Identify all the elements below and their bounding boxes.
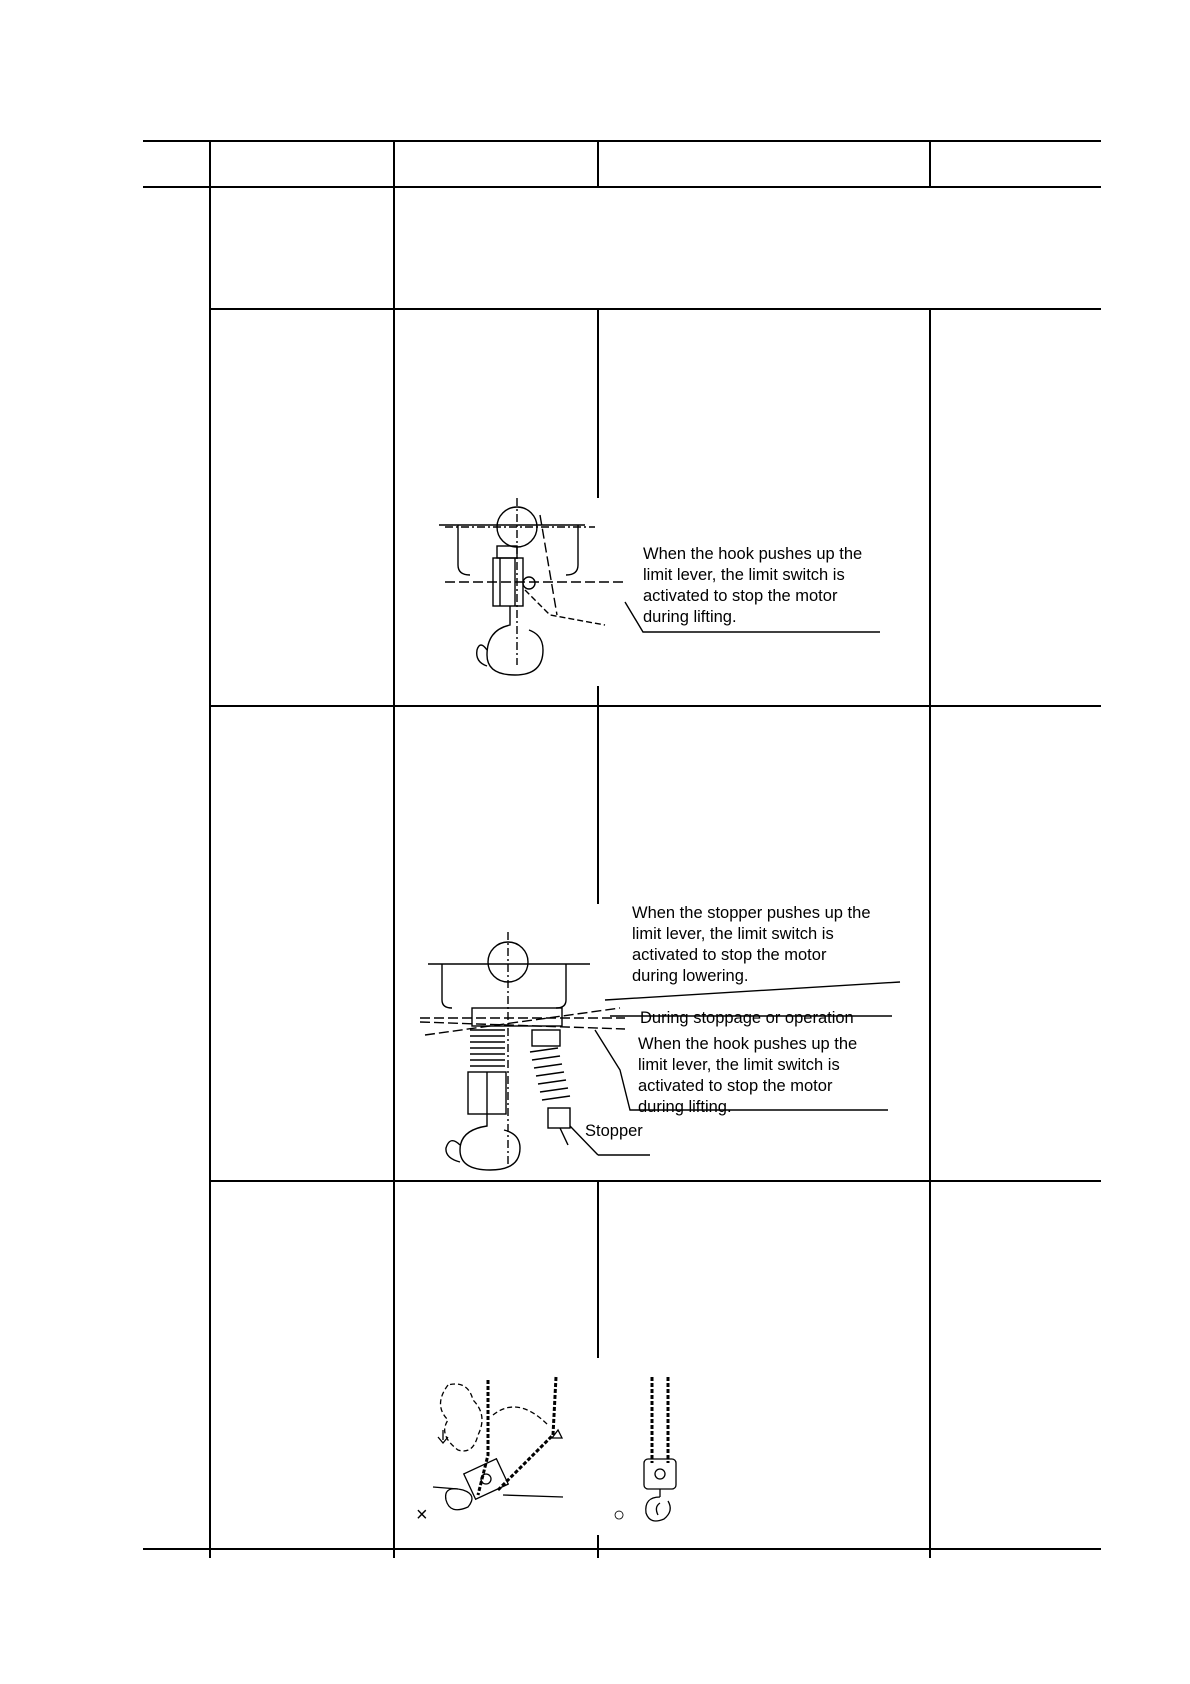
figure-1-callout: When the hook pushes up the limit lever, the limit switch is activated to stop the motor during lifting. [643, 545, 863, 626]
stopper-label: Stopper [585, 1122, 643, 1140]
row-1-rule [209, 308, 1101, 310]
table-top-rule [143, 140, 1101, 142]
row-2-rule [209, 705, 1101, 707]
figure-2-callout-lifting: When the hook pushes up the limit lever, the limit switch is activated to stop the motor during lifting. [638, 1035, 858, 1116]
col-rule-3b [597, 308, 599, 498]
wrong-mark: × [416, 1504, 428, 1526]
table-header-rule [143, 186, 1101, 188]
col-rule-3a [597, 140, 599, 186]
col-rule-3e [597, 1535, 599, 1558]
figure-2-callout-stoppage: During stoppage or operation [640, 1009, 854, 1027]
col-rule-1 [209, 140, 211, 1558]
chain-hooking-correct-drawing [630, 1375, 690, 1525]
table-bottom-rule [143, 1548, 1101, 1550]
figure-2-callout-lowering: When the stopper pushes up the limit lever, the limit switch is activated to stop the motor during lowering. [632, 904, 871, 985]
row-3-rule [209, 1180, 1101, 1182]
col-rule-3d [597, 1180, 599, 1358]
col-rule-2 [393, 140, 395, 1558]
col-rule-3c [597, 686, 599, 904]
chain-hooking-wrong-figure [428, 1375, 598, 1525]
correct-mark: ○ [613, 1504, 626, 1526]
chain-hooking-correct-figure [630, 1375, 690, 1525]
col-rule-4b [929, 308, 931, 1558]
chain-hooking-wrong-drawing [428, 1375, 598, 1525]
col-rule-4a [929, 140, 931, 186]
